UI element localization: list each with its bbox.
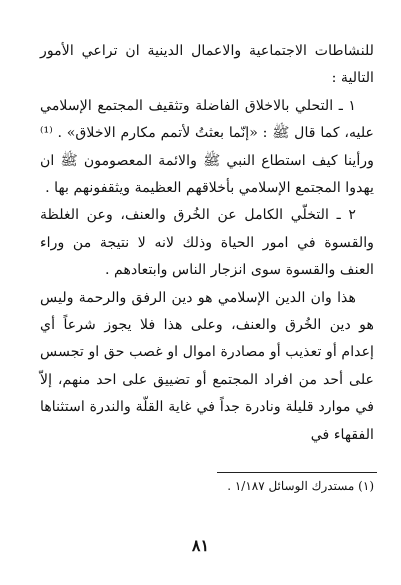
paragraph-item-2: ٢ ـ التخلّي الكامل عن الخُرق والعنف، وعن الغلظة والقسوة في امور الحياة وذلك لانه لا نتيجة من وراء العنف والقسوة سوى انزجار الناس وابتعادهم . xyxy=(40,207,374,279)
footnote-divider xyxy=(217,472,377,473)
paragraph-intro: للنشاطات الاجتماعية والاعمال الدينية ان تراعي الأمور التالية : xyxy=(40,43,374,87)
page-number: ٨١ xyxy=(191,536,210,555)
footnote: (١) مستدرك الوسائل ١/١٨٧ . xyxy=(227,479,374,493)
paragraph-conclusion: هذا وان الدين الإسلامي هو دين الرفق والرحمة وليس هو دين الخُرق والعنف، وعلى هذا فلا يجوز شرعاً أي إعدام أو تعذيب أو مصادرة اموال او غصب حق او تجسس على أحد من افراد المجتمع أو تضييق على احد منهم، إلاّ في موارد قليلة ونادرة جداً في غاية القلّة والندرة استثناها الفقهاء في xyxy=(40,289,374,443)
paragraph-item-1: ١ ـ التحلي بالاخلاق الفاضلة وتثقيف المجتمع الإسلامي عليه، كما قال ﷺ : «إنّما بعثتُ لأتمم مكارم الاخلاق» . ⁽¹⁾ ورأينا كيف استطاع النبي ﷺ والائمة المعصومون ﷺ ان يهدوا المجتمع الإسلامي بأخلاقهم العظيمة ويثقفونهم بها . xyxy=(40,97,374,197)
body-text xyxy=(40,38,374,449)
